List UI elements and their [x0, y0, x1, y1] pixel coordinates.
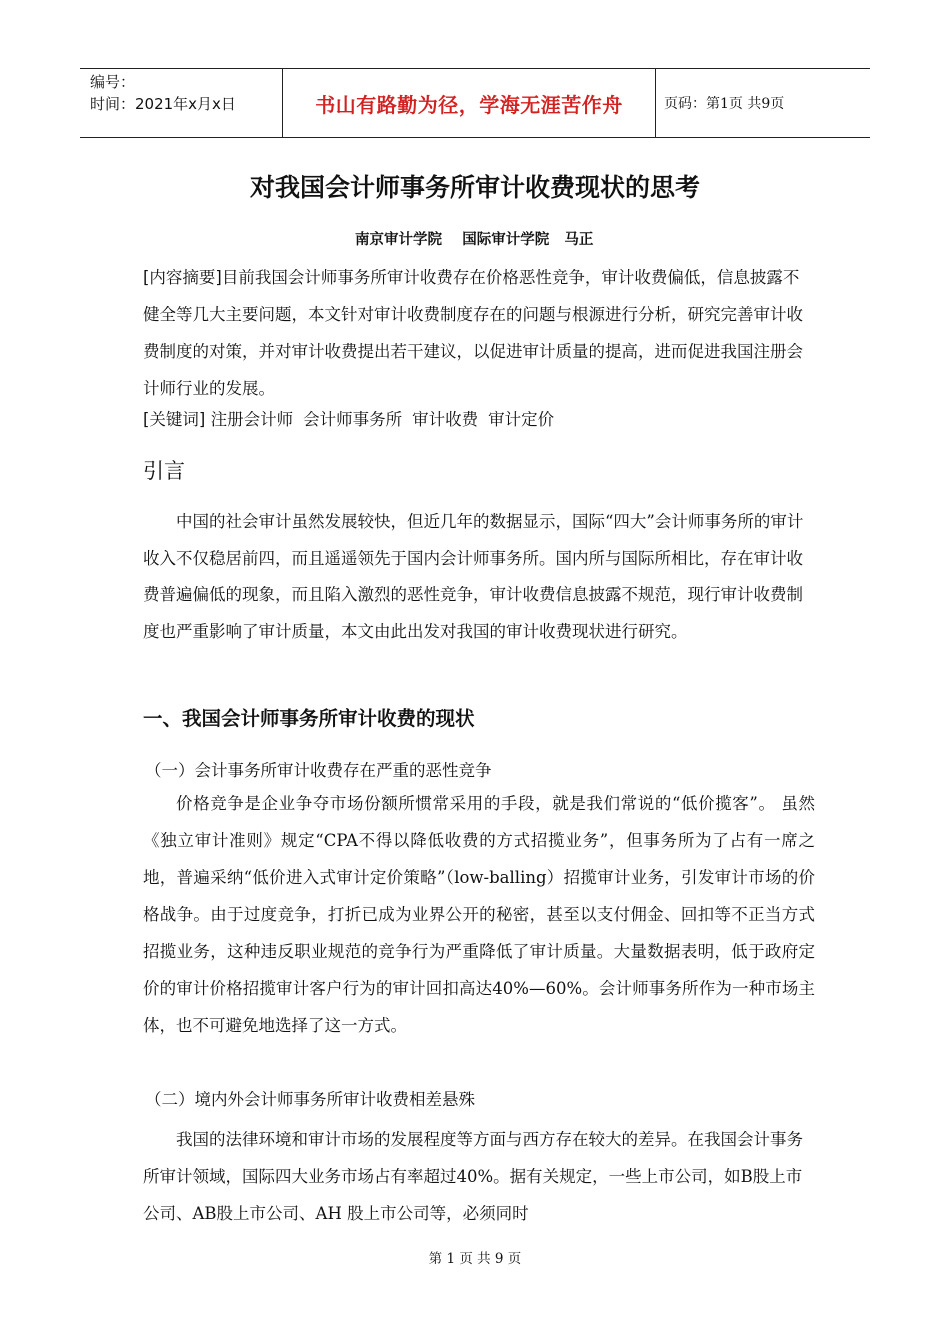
keyword: 审计定价	[488, 410, 555, 429]
article-authors: 南京审计学院 国际审计学院 马正	[355, 232, 594, 248]
header-page-info: 页码：第1页 共9页	[664, 96, 785, 112]
keyword: 审计收费	[412, 410, 479, 429]
article-title: 对我国会计师事务所审计收费现状的思考	[249, 173, 700, 202]
abstract-text: 目前我国会计师事务所审计收费存在价格恶性竞争，审计收费偏低，信息披露不健全等几大主要问题，本文针对审计收费制度存在的问题与根源进行分析，研究完善审计收费制度的对策，并对审计收费提出若干建议，以促进审计质量的提高，进而促进我国注册会计师行业的发展。	[143, 268, 803, 398]
subsection-heading: （一）会计事务所审计收费存在严重的恶性竞争	[145, 761, 492, 780]
header-motto-cell	[282, 69, 656, 137]
keywords-label: [关键词]	[143, 410, 206, 429]
intro-paragraph: 中国的社会审计虽然发展较快，但近几年的数据显示，国际“四大”会计师事务所的审计收入不仅稳居前四，而且遥遥领先于国内会计师事务所。国内所与国际所相比，存在审计收费普遍偏低的现象，而且陷入激烈的恶性竞争，审计收费信息披露不规范，现行审计收费制度也严重影响了审计质量，本文由此出发对我国的审计收费现状进行研究。	[143, 512, 804, 641]
keywords	[143, 404, 815, 436]
document-time-label: 时间：2021年x月x日	[90, 95, 236, 113]
intro-heading: 引言	[143, 459, 185, 483]
abstract	[143, 259, 815, 407]
body-paragraph: 我国的法律环境和审计市场的发展程度等方面与西方存在较大的差异。在我国会计事务所审计领域，国际四大业务市场占有率超过40%。据有关规定，一些上市公司，如B股上市公司、AB股上市公司、AH 股上市公司等，必须同时	[143, 1130, 803, 1223]
page-header	[80, 68, 870, 138]
body-paragraph: 价格竞争是企业争夺市场份额所惯常采用的手段，就是我们常说的“低价揽客”。 虽然《独立审计准则》规定“CPA不得以降低收费的方式招揽业务”，但事务所为了占有一席之地，普遍采纳“低价进入式审计定价策略”（low-balling）招揽审计业务，引发审计市场的价格战争。由于过度竞争，打折已成为业界公开的秘密，甚至以支付佣金、回扣等不正当方式招揽业务，这种违反职业规范的竞争行为严重降低了审计质量。大量数据表明，低于政府定价的审计价格招揽审计客户行为的审计回扣高达40%—60%。会计师事务所作为一种市场主体，也不可避免地选择了这一方式。	[143, 794, 815, 1035]
keyword: 注册会计师	[210, 410, 294, 429]
header-page-info-cell	[656, 69, 870, 137]
document-number-label: 编号：	[90, 73, 136, 91]
subsection-heading: （二）境内外会计师事务所审计收费相差悬殊	[145, 1090, 475, 1109]
page-footer: 第 1 页 共 9 页	[428, 1251, 522, 1267]
abstract-label: [内容摘要]	[143, 268, 222, 287]
header-motto: 书山有路勤为径，学海无涯苦作舟	[315, 92, 623, 117]
keyword: 会计师事务所	[303, 410, 403, 429]
section-heading: 一、我国会计师事务所审计收费的现状	[143, 707, 475, 730]
header-meta	[80, 69, 282, 137]
